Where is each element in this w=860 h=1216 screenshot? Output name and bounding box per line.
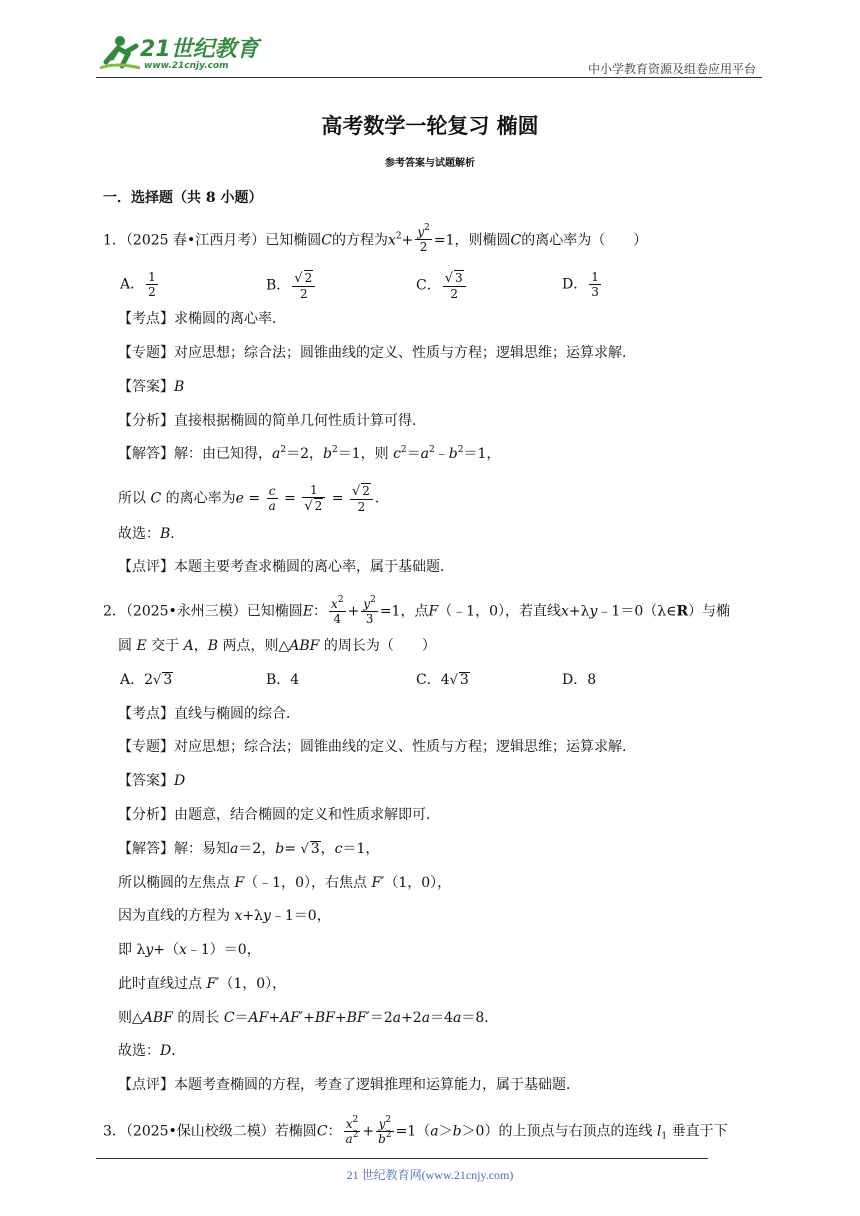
header-divider xyxy=(96,77,762,78)
q1-option-b: B． $\frac{√ 2}{2}$ xyxy=(266,270,317,301)
q1-option-a: A． $\frac{1}{2}$ xyxy=(120,270,156,299)
footer-link[interactable]: 21 世纪教育网(www.21cnjy.com) xyxy=(346,1168,514,1182)
q2-stem: 2．（2025•永州三模）已知椭圆E： $\frac{x^2}{4}$ + $\frac{y^2}{3}$ =1，点F（﹣1，0），若直线x+λy﹣1＝0（λ∈R）与椭 xyxy=(103,595,731,626)
q1-comment: 【点评】本题主要考查求椭圆的离心率，属于基础题． xyxy=(118,559,454,575)
q2-option-d: D．8 xyxy=(562,672,597,688)
q1-solution-2: 所以 C 的离心率为e = $\frac{c}{a}$ = $\frac{1}{√ 2}$ = $\frac{√ 2}{2}$ . xyxy=(118,483,380,514)
q1-choice: 故选：B． xyxy=(118,526,185,542)
q1-kaodian: 【考点】求椭圆的离心率． xyxy=(118,311,286,327)
q2-choice: 故选：D． xyxy=(118,1043,186,1059)
section-heading: 一．选择题（共 8 小题） xyxy=(103,190,263,206)
platform-name: 中小学教育资源及组卷应用平台 xyxy=(587,62,756,76)
q2-solution-6: 则△ABF 的周长 C＝AF+AF′+BF+BF′＝2a+2a＝4a＝8． xyxy=(118,1010,499,1026)
q1-option-c: C． $\frac{√ 3}{2}$ xyxy=(416,270,468,301)
q2-analysis: 【分析】由题意，结合椭圆的定义和性质求解即可． xyxy=(118,807,440,823)
q2-solution-5: 此时直线过点 F′（1，0）， xyxy=(118,976,287,992)
q1-answer: 【答案】B xyxy=(118,379,185,395)
q1-option-d: D． $\frac{1}{3}$ xyxy=(562,270,599,299)
q2-stem-2: 圆 E 交于 A，B 两点，则△ABF 的周长为（ ） xyxy=(118,638,436,654)
q2-comment: 【点评】本题考查椭圆的方程，考查了逻辑推理和运算能力，属于基础题． xyxy=(118,1077,580,1093)
logo-url: www.21cnjy.com xyxy=(144,61,229,71)
page-title: 高考数学一轮复习 椭圆 xyxy=(321,113,539,138)
q2-solution-3: 因为直线的方程为 x+λy﹣1＝0， xyxy=(118,908,331,924)
logo-text: 21世纪教育 xyxy=(140,37,259,62)
site-logo xyxy=(96,32,261,76)
q1-stem: 1．（2025 春•江西月考）已知椭圆C的方程为$x^2+$ $\frac{y^2}{2}$ =1，则椭圆C的离心率为（ ） xyxy=(103,223,648,254)
q2-solution: 【解答】解：易知a＝2，b= √ 3，c＝1， xyxy=(118,841,380,857)
page-subtitle: 参考答案与试题解析 xyxy=(385,158,475,169)
q2-option-a: A．2√ 3 xyxy=(120,672,173,688)
q2-option-c: C．4√ 3 xyxy=(416,672,469,688)
q2-solution-2: 所以椭圆的左焦点 F（﹣1，0），右焦点 F′（1，0）， xyxy=(118,875,452,891)
q1-zhuanti: 【专题】对应思想；综合法；圆锥曲线的定义、性质与方程；逻辑思维；运算求解． xyxy=(118,345,636,361)
q2-zhuanti: 【专题】对应思想；综合法；圆锥曲线的定义、性质与方程；逻辑思维；运算求解． xyxy=(118,739,636,755)
q2-kaodian: 【考点】直线与椭圆的综合． xyxy=(118,706,300,722)
q2-answer: 【答案】D xyxy=(118,773,186,789)
q1-analysis: 【分析】直接根据椭圆的简单几何性质计算可得． xyxy=(118,413,426,429)
q1-solution: 【解答】解：由已知得，$a^2=2$，$b^2=1$，则 $c^2=a^2﹣b^2=1$， xyxy=(118,445,501,462)
q2-solution-4: 即 λy+（x﹣1）＝0， xyxy=(118,942,261,958)
q3-stem: 3．（2025•保山校级二模）若椭圆C： $\frac{x^2}{a^2}$ + $\frac{y^2}{b^2}$ =1（a＞b＞0）的上顶点与右顶点的连线 $l_1$ 垂直于下 xyxy=(103,1115,728,1146)
q2-option-b: B．4 xyxy=(266,672,300,688)
footer-divider xyxy=(96,1158,708,1159)
